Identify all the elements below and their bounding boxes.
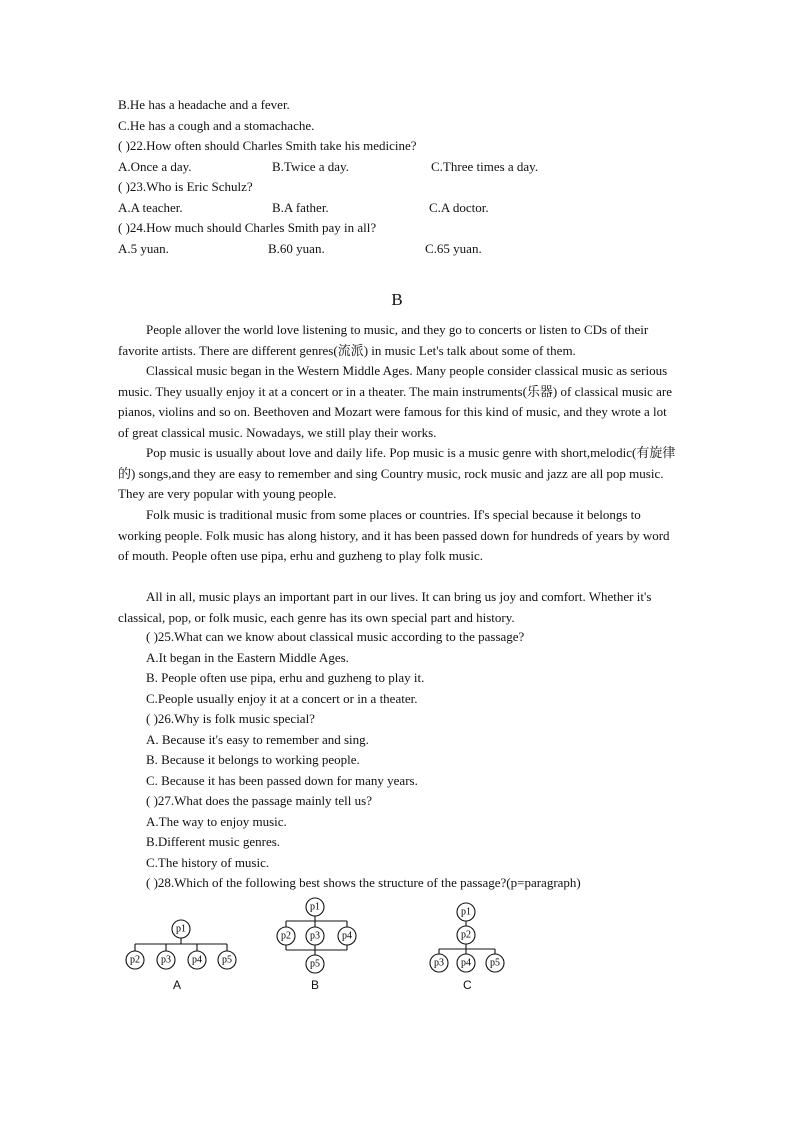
diagram-a-node-p1 — [172, 920, 190, 938]
paragraph-1: People allover the world love listening to music, and they go to concerts or listen to CDs of their favorite artists. There are different genres(流派) in music Let's talk about some of them. — [118, 322, 649, 358]
paragraph-4: Folk music is traditional music from some places or countries. If's special because it belongs to working people. Folk music has along history, and it has been passed down for hundreds of years by word of mouth. People often use pipa, erhu and guzheng to play folk music. — [118, 507, 670, 563]
svg-text:p3: p3 — [310, 930, 320, 942]
svg-text:p5: p5 — [222, 954, 232, 966]
diagram-c-node-p2 — [457, 926, 475, 944]
q22-option-c[interactable]: C.Three times a day. — [431, 159, 539, 174]
diagram-c[interactable] — [430, 903, 504, 972]
diagram-b-node-p5 — [306, 955, 324, 973]
svg-text:p5: p5 — [490, 957, 500, 969]
q27-option-c[interactable]: C.The history of music. — [146, 855, 270, 870]
q24-option-b[interactable]: B.60 yuan. — [268, 241, 325, 256]
q23-option-c[interactable]: C.A doctor. — [429, 200, 489, 215]
q25-option-c[interactable]: C.People usually enjoy it at a concert or in a theater. — [146, 691, 418, 706]
q28-question: ( )28.Which of the following best shows the structure of the passage?(p=paragraph) — [146, 875, 581, 890]
q27-question: ( )27.What does the passage mainly tell us? — [146, 793, 372, 808]
svg-text:p2: p2 — [281, 930, 291, 942]
q21-option-c: C.He has a cough and a stomachache. — [118, 118, 315, 133]
q22-option-b[interactable]: B.Twice a day. — [272, 159, 349, 174]
diagram-b[interactable] — [277, 898, 356, 973]
section-title: B — [391, 290, 403, 309]
q27-option-b[interactable]: B.Different music genres. — [146, 834, 281, 849]
diagram-c-node-p4 — [457, 954, 475, 972]
svg-text:p4: p4 — [461, 957, 471, 969]
q26-question: ( )26.Why is folk music special? — [146, 711, 315, 726]
diagram-b-node-p4 — [338, 927, 356, 945]
diagram-b-node-p2 — [277, 927, 295, 945]
q26-option-c[interactable]: C. Because it has been passed down for many years. — [146, 773, 418, 788]
svg-text:p3: p3 — [161, 954, 171, 966]
q23-question: ( )23.Who is Eric Schulz? — [118, 179, 253, 194]
q27-option-a[interactable]: A.The way to enjoy music. — [146, 814, 287, 829]
paragraph-3: Pop music is usually about love and daily life. Pop music is a music genre with short,melodic(有旋律的) songs,and they are easy to remember and sing Country music, rock music and jazz are all pop music. They are very popular with young people. — [118, 445, 676, 501]
q22-option-a[interactable]: A.Once a day. — [118, 159, 192, 174]
svg-text:p1: p1 — [176, 923, 186, 935]
paragraph-2: Classical music began in the Western Middle Ages. Many people consider classical music as serious music. They usually enjoy it at a concert or in a theater. The main instruments(乐器) of classical music are pianos, violins and so on. Beethoven and Mozart were famous for this kind of music, and they wrote a lot of great classical music. Nowadays, we still play their works. — [118, 363, 673, 440]
q25-option-b[interactable]: B. People often use pipa, erhu and guzheng to play it. — [146, 670, 425, 685]
paragraph-5: All in all, music plays an important part in our lives. It can bring us joy and comfort. Whether it's classical, pop, or folk music, each genre has its own special part and history. — [118, 589, 652, 625]
q22-question: ( )22.How often should Charles Smith take his medicine? — [118, 138, 417, 153]
svg-text:p2: p2 — [130, 954, 140, 966]
q24-option-a[interactable]: A.5 yuan. — [118, 241, 169, 256]
diagram-a-node-p2 — [126, 951, 144, 969]
svg-text:p2: p2 — [461, 929, 471, 941]
diagram-a-node-p4 — [188, 951, 206, 969]
svg-text:p1: p1 — [461, 906, 471, 918]
q24-question: ( )24.How much should Charles Smith pay in all? — [118, 220, 377, 235]
q25-option-a[interactable]: A.It began in the Eastern Middle Ages. — [146, 650, 349, 665]
q21-option-b: B.He has a headache and a fever. — [118, 97, 290, 112]
q25-question: ( )25.What can we know about classical music according to the passage? — [146, 629, 525, 644]
q26-option-a[interactable]: A. Because it's easy to remember and sing. — [146, 732, 369, 747]
svg-text:p5: p5 — [310, 958, 320, 970]
diagram-b-node-p1 — [306, 898, 324, 916]
q23-option-a[interactable]: A.A teacher. — [118, 200, 183, 215]
svg-text:p3: p3 — [434, 957, 444, 969]
diagram-b-label: B — [311, 978, 320, 992]
diagram-a-node-p5 — [218, 951, 236, 969]
diagram-b-node-p3 — [306, 927, 324, 945]
q24-option-c[interactable]: C.65 yuan. — [425, 241, 482, 256]
diagram-a[interactable] — [126, 920, 236, 969]
svg-text:p1: p1 — [310, 901, 320, 913]
q26-option-b[interactable]: B. Because it belongs to working people. — [146, 752, 360, 767]
diagram-c-node-p1 — [457, 903, 475, 921]
svg-text:p4: p4 — [342, 930, 352, 942]
diagram-a-label: A — [173, 978, 182, 992]
diagram-c-node-p5 — [486, 954, 504, 972]
q23-option-b[interactable]: B.A father. — [272, 200, 329, 215]
diagram-a-node-p3 — [157, 951, 175, 969]
svg-text:p4: p4 — [192, 954, 202, 966]
diagram-c-node-p3 — [430, 954, 448, 972]
diagram-c-label: C — [463, 978, 472, 992]
